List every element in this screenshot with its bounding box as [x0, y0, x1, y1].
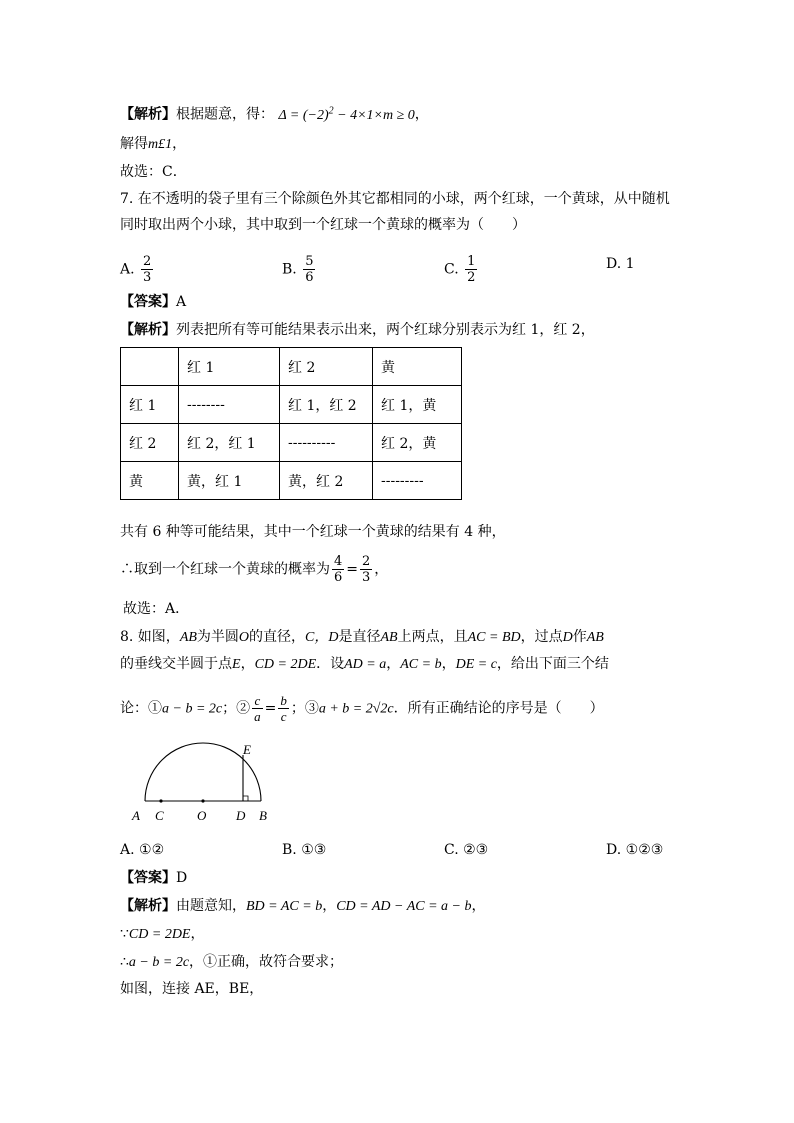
- q7-analysis-line: 【解析】列表把所有等可能结果表示出来，两个红球分别表示为红 1，红 2，: [120, 322, 595, 338]
- q8-therefore-line: ∴a − b = 2c，①正确，故符合要求；: [120, 954, 344, 970]
- table-cell: 红 1: [121, 386, 179, 424]
- table-cell: 黄，红 1: [179, 462, 280, 500]
- table-cell: --------: [179, 386, 280, 424]
- probability-table: [120, 347, 462, 500]
- q6-analysis-text: 根据题意，得：: [176, 106, 274, 123]
- table-cell: 红 1: [179, 348, 280, 386]
- q8-because-line: ∵CD = 2DE，: [120, 926, 205, 942]
- table-cell: [121, 348, 179, 386]
- table-cell: 黄: [373, 348, 462, 386]
- label-b: B: [259, 808, 267, 823]
- point-o: [201, 799, 204, 802]
- q7-option-d: D. 1: [606, 256, 635, 272]
- q7-option-c: C. $\frac{1}{2}$: [444, 254, 476, 285]
- q8-answer-line: [120, 868, 187, 888]
- q8-option-a: A. ①②: [120, 842, 165, 858]
- q7-analysis-tag: 【解析】: [120, 322, 176, 338]
- q6-solve-math: m£1: [148, 137, 173, 152]
- table-row: [121, 424, 462, 462]
- q6-solve-line: 解得m£1，: [120, 136, 187, 152]
- table-cell: ---------: [373, 462, 462, 500]
- label-a: A: [132, 808, 140, 823]
- q7-stem-line2: 同时取出两个小球，其中取到一个红球一个黄球的概率为（ ）: [120, 217, 526, 233]
- table-cell: 红 2: [121, 424, 179, 462]
- q8-option-c: C. ②③: [444, 842, 489, 858]
- q6-choose: 故选：C．: [120, 164, 187, 180]
- label-o: O: [197, 808, 207, 823]
- q6-analysis-line: 【解析】根据题意，得： $\Delta = (-2)^2 - 4\times 1\times m \ge 0$，: [120, 105, 429, 123]
- q8-answer-tag: 【答案】: [120, 870, 176, 886]
- q7-choose: 故选：A．: [123, 601, 190, 617]
- q6-formula: $\Delta = (-2)^2 - 4\times 1\times m \ge 0$: [278, 105, 415, 123]
- semicircle-figure: [125, 735, 275, 830]
- q8-analysis-line: 【解析】由题意知，BD = AC = b，CD = AD − AC = a − b，: [120, 898, 486, 914]
- q7-option-b: B. $\frac{5}{6}$: [282, 254, 314, 285]
- label-e: E: [243, 742, 251, 757]
- right-angle-mark: [243, 796, 248, 801]
- table-cell: 红 1，红 2: [280, 386, 373, 424]
- q8-stem-line2: 的垂线交半圆于点E，CD = 2DE．设AD = a，AC = b，DE = c，给出下面三个结: [120, 656, 609, 672]
- q7-answer-tag: 【答案】: [120, 294, 176, 310]
- q7-option-a: A. $\frac{2}{3}$: [120, 254, 152, 285]
- table-row: [121, 348, 462, 386]
- table-row: [121, 386, 462, 424]
- table-cell: 红 1，黄: [373, 386, 462, 424]
- q7-answer: A: [176, 294, 187, 310]
- label-d: D: [236, 808, 246, 823]
- q8-connect-line: 如图，连接 AE，BE，: [120, 981, 264, 997]
- q8-option-b: B. ①③: [282, 842, 327, 858]
- label-c: C: [155, 808, 164, 823]
- q8-answer: D: [176, 870, 188, 886]
- point-c: [159, 799, 162, 802]
- q7-probability-line: ∴取到一个红球一个黄球的概率为 $\frac{4}{6}$ = $\frac{2}{3}$ ，: [120, 554, 389, 585]
- q7-result-line: 共有 6 种等可能结果，其中一个红球一个黄球的结果有 4 种，: [120, 524, 506, 540]
- q7-stem-line1: 7. 在不透明的袋子里有三个除颜色外其它都相同的小球，两个红球，一个黄球，从中随机: [120, 191, 670, 207]
- table-cell: 红 2，红 1: [179, 424, 280, 462]
- q8-option-d: D. ①②③: [606, 842, 664, 858]
- table-cell: 黄，红 2: [280, 462, 373, 500]
- table-cell: 红 2: [280, 348, 373, 386]
- table-cell: ----------: [280, 424, 373, 462]
- table-row: [121, 462, 462, 500]
- q8-stem-line1: 8. 如图，AB为半圆O的直径，C，D是直径AB上两点，且AC = BD，过点D作AB: [120, 629, 604, 645]
- q6-analysis-tag: 【解析】: [120, 106, 176, 123]
- q8-stem-line3: 论：①a − b = 2c；② $\frac{c}{a}$ = $\frac{b}{c}$ ；③a + b = 2√2c．所有正确结论的序号是（ ）: [120, 693, 604, 724]
- q7-answer-line: [120, 292, 186, 312]
- table-cell: 黄: [121, 462, 179, 500]
- table-cell: 红 2，黄: [373, 424, 462, 462]
- q8-analysis-tag: 【解析】: [120, 898, 176, 914]
